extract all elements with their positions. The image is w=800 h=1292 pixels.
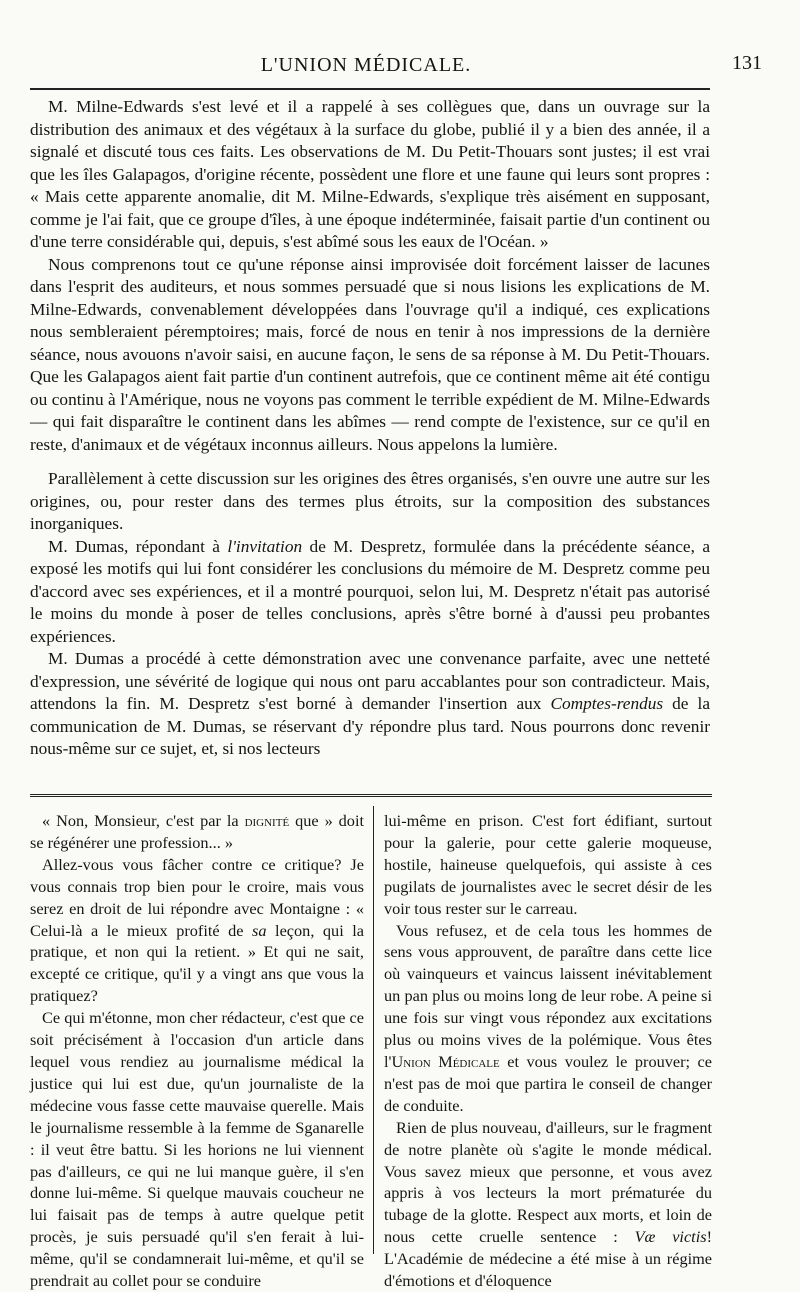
feuilleton-left-column <box>30 810 364 1292</box>
paragraph <box>30 648 710 761</box>
text-run: M. Dumas, répondant à <box>48 536 228 556</box>
text-run: M. Dumas a procédé à cette démonstration avec une convenance parfaite, avec une netteté d'expression, une sévérité de logique qui nous ont paru accablantes pour son contradicteur. Mais, attendons la fin. M. Despretz s'est borné à demander l'insertion aux <box>30 649 710 713</box>
italic-text: l'invitation <box>227 536 303 556</box>
paragraph <box>30 536 710 649</box>
paragraph <box>30 854 364 1007</box>
small-caps-text: dignité <box>244 811 290 830</box>
text-run: que » doit se régénérer une profession... » <box>30 811 364 852</box>
page-number: 131 <box>732 52 762 74</box>
paragraph <box>30 810 364 854</box>
section-separator <box>30 794 712 800</box>
paragraph: M. Milne-Edwards s'est levé et il a rappelé à ses collègues que, dans un ouvrage sur la distribution des animaux et des végétaux à la surface du globe, publié il y a bien des année, il a signalé et discuté tous ces faits. Les observations de M. Du Petit-Thouars sont justes; il est vrai que les îles Galapagos, d'origine récente, possèdent une flore et une faune qui leurs sont propres : « Mais cette apparente anomalie, dit M. Milne-Edwards, s'explique très aisément en supposant, comme je l'ai fait, que ce groupe d'îles, à une époque indéterminée, faisait partie d'un continent ou d'une terre considérable qui, depuis, s'est abîmé sous les eaux de l'Océan. » <box>30 97 710 251</box>
text-run: Vous refusez, et de cela tous les hommes de sens vous approuvent, de paraître dans cette lice où vainqueurs et vaincus laissent inévitablement un pan plus ou moins long de leur robe. A peine si une fois sur vingt vous répondez aux excitations plus ou moins vives de la polémique. Vous êtes l' <box>384 920 712 1071</box>
italic-text: Væ victis <box>634 1227 707 1247</box>
text-run: leçon, qui la pratique, et non qui la retient. » Et qui ne sait, excepté ce critique, qu'il y a vingt ans que vous la pratiquez? <box>30 920 364 1006</box>
paragraph <box>384 920 712 1117</box>
text-run: et vous voulez le prouver; ce n'est pas de moi que partira le conseil de changer de conduite. <box>384 1051 712 1115</box>
text-run: ! L'Académie de médecine a été mise à un régime d'émotions et d'éloquence <box>384 1227 712 1291</box>
text-run: de la communication de M. Dumas, se réservant d'y répondre plus tard. Nous pourrons donc revenir nous-même sur ce sujet, et, si nos lecteurs <box>30 694 710 758</box>
italic-text: sa <box>252 920 267 940</box>
text-run: « Non, Monsieur, c'est par la <box>42 811 245 830</box>
text-run: Rien de plus nouveau, d'ailleurs, sur le fragment de notre planète où s'agite le monde médical. Vous savez mieux que personne, et vous avez appris à vos lecteurs la mort prématurée du tubage de la glotte. Respect aux morts, et loin de nous cette cruelle sentence : <box>384 1117 712 1247</box>
small-caps-text: Union Médicale <box>391 1051 500 1071</box>
paragraph: Parallèlement à cette discussion sur les origines des êtres organisés, s'en ouvre une autre sur les origines, ou, pour rester dans des termes plus étroits, sur la composition des substances inorganiques. <box>30 469 710 533</box>
page-header <box>30 48 762 78</box>
paragraph: Ce qui m'étonne, mon cher rédacteur, c'est que ce soit précisément à l'occasion d'un article dans lequel vous rendiez au journalisme médical la justice qui lui est due, qu'un journaliste de la médecine vous fasse cette mauvaise querelle. Mais le journalisme ressemble à la femme de Sganarelle : il veut être battu. Si les horions ne lui viennent pas d'ailleurs, ce qui ne lui manque guère, il s'en donne lui-même. Si quelque mauvais coucheur ne lui faisait pas de temps à autre quelque petit procès, je suis persuadé qu'il s'en ferait à lui-même, qu'il se condamnerait lui-même, et qu'il se prendrait au collet pour se conduire <box>30 1008 364 1291</box>
paragraph: lui-même en prison. C'est fort édifiant, surtout pour la galerie, pour cette galerie moqueuse, hostile, haineuse quelquefois, qui assiste à ces pugilats de journalistes avec le secret désir de les voir tous rester sur le carreau. <box>384 811 712 918</box>
journal-title: L'UNION MÉDICALE. <box>260 54 472 76</box>
paragraph: Nous comprenons tout ce qu'une réponse ainsi improvisée doit forcément laisser de lacunes dans l'esprit des auditeurs, et nous sommes persuadé que si nous lisions les explications de M. Milne-Edwards, convenablement développées dans l'ouvrage qu'il a indiqué, ces explications nous sembleraient péremptoires; mais, forcé de nous en tenir à nos impressions de la dernière séance, nous avouons n'avoir saisi, en aucune façon, le sens de sa réponse à M. Du Petit-Thouars. Que les Galapagos aient fait partie d'un continent autrefois, que ce continent même ait été contigu ou continu à l'Amérique, nous ne voyons pas comment le terrible expédient de M. Milne-Edwards — qui fait disparaître le continent dans les abîmes — rend compte de l'existence, sur ce qu'il en reste, d'animaux et de végétaux inconnus ailleurs. Nous appelons la lumière. <box>30 254 710 454</box>
italic-text: Comptes-rendus <box>550 694 664 713</box>
main-article <box>30 96 710 761</box>
paragraph <box>384 1117 712 1292</box>
feuilleton-right-column <box>384 810 712 1292</box>
header-rule <box>30 88 710 90</box>
column-divider <box>373 806 374 1254</box>
text-run: Allez-vous vous fâcher contre ce critique? Je vous connais trop bien pour le croire, mais vous serez en droit de lui répondre avec Montaigne : « Celui-là a le mieux profité de <box>30 854 364 940</box>
text-run: de M. Despretz, formulée dans la précédente séance, a exposé les motifs qui lui font considérer les conclusions du mémoire de M. Despretz comme peu d'accord avec ses expériences, et il a montré pourquoi, selon lui, M. Despretz n'était pas autorisé le moins du monde à poser de telles conclusions, après s'être borné à d'aussi peu probantes expériences. <box>30 536 710 646</box>
